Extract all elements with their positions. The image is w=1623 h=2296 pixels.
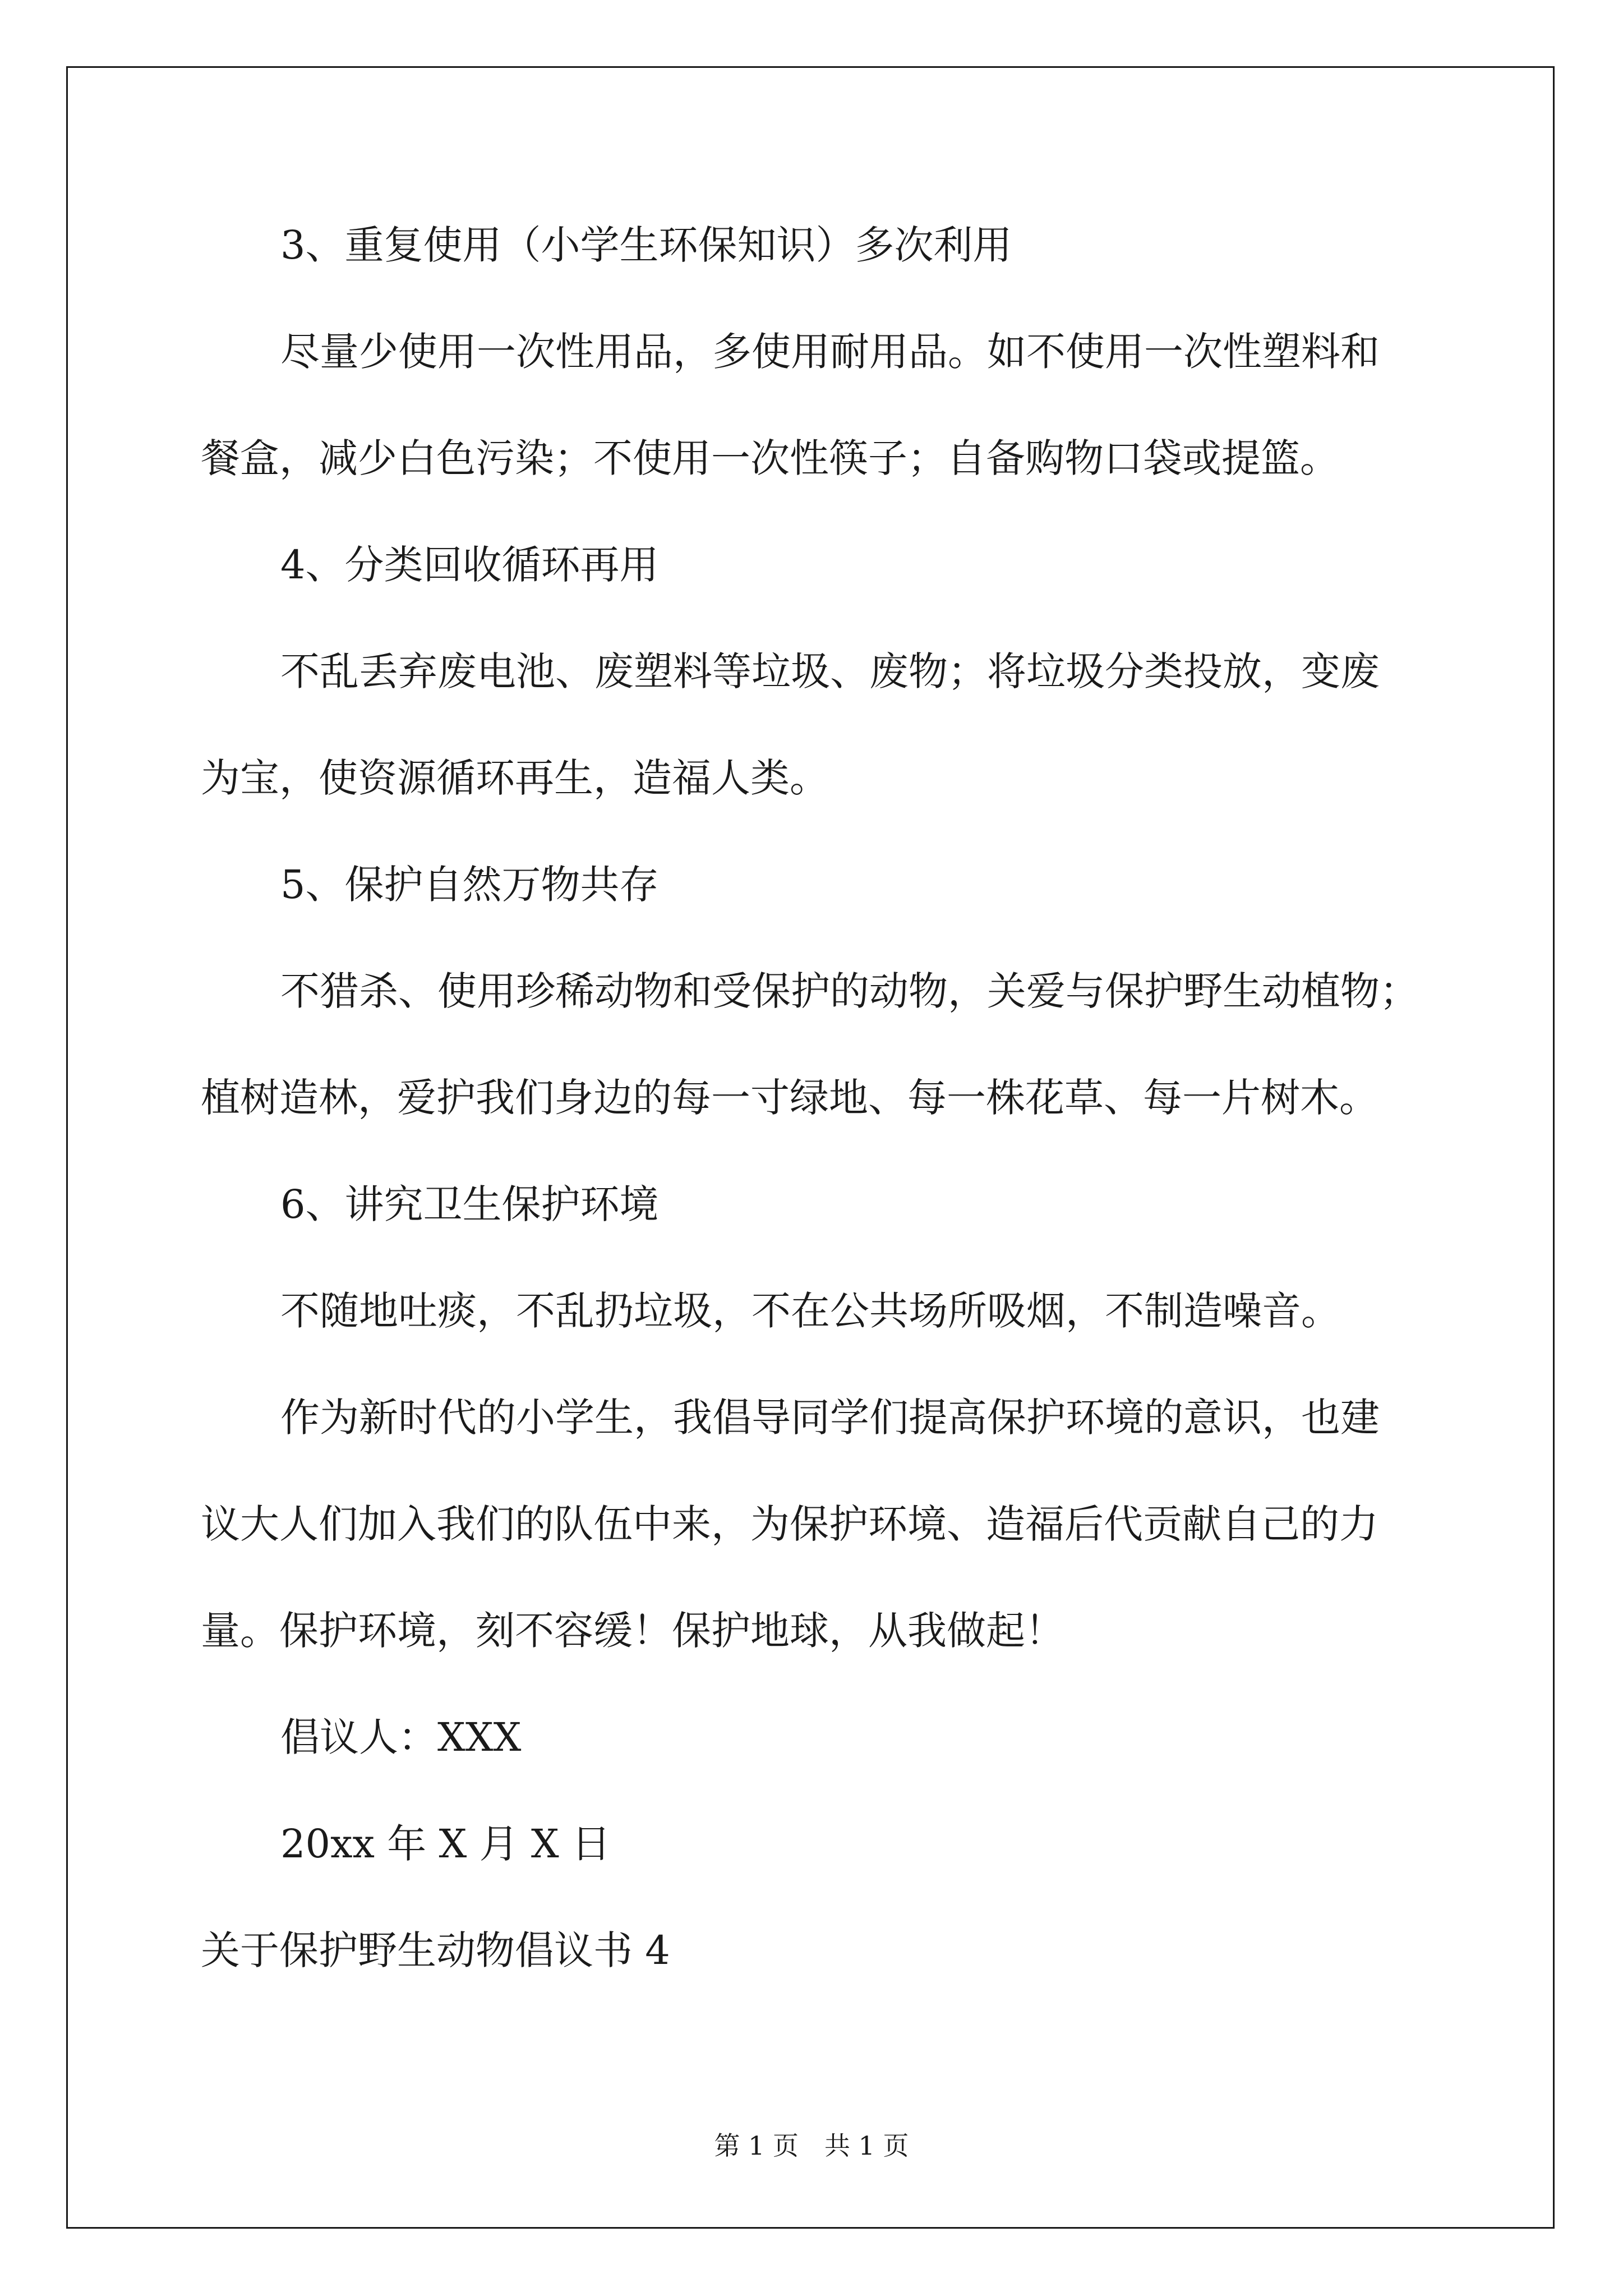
paragraph-nature — [201, 960, 1463, 1174]
paragraph-call-to-action — [201, 1387, 1463, 1706]
text-line: 4、分类回收循环再用 — [280, 542, 659, 588]
text-line: 为宝，使资源循环再生，造福人类。 — [201, 755, 829, 801]
text-line: 不乱丢弃废电池、废塑料等垃圾、废物；将垃圾分类投放，变废 — [280, 648, 1380, 694]
document-body — [201, 214, 1463, 2026]
paragraph-signatory — [201, 1706, 1463, 1813]
text-line: 不随地吐痰，不乱扔垃圾，不在公共场所吸烟，不制造噪音。 — [280, 1288, 1340, 1334]
text-line: 20xx 年 X 月 X 日 — [280, 1821, 611, 1867]
text-line: 5、保护自然万物共存 — [280, 862, 659, 908]
text-line: 3、重复使用（小学生环保知识）多次利用 — [280, 222, 1012, 268]
text-line: 倡议人：XXX — [280, 1714, 522, 1760]
text-line: 作为新时代的小学生，我倡导同学们提高保护环境的意识，也建 — [280, 1395, 1380, 1441]
text-line: 关于保护野生动物倡议书 4 — [201, 1927, 670, 1973]
paragraph-item-6-heading — [201, 1174, 1463, 1280]
paragraph-recycle — [201, 641, 1463, 854]
text-line: 餐盒，减少白色污染；不使用一次性筷子；自备购物口袋或提篮。 — [201, 435, 1339, 481]
paragraph-hygiene — [201, 1280, 1463, 1387]
paragraph-item-4-heading — [201, 534, 1463, 641]
text-line: 植树造林，爱护我们身边的每一寸绿地、每一株花草、每一片树木。 — [201, 1075, 1378, 1121]
paragraph-date — [201, 1813, 1463, 1920]
text-line: 尽量少使用一次性用品，多使用耐用品。如不使用一次性塑料和 — [280, 329, 1380, 375]
text-line: 议大人们加入我们的队伍中来，为保护环境、造福后代贡献自己的力 — [201, 1501, 1378, 1547]
paragraph-item-3-heading — [201, 214, 1463, 321]
text-line: 量。保护环境，刻不容缓！保护地球，从我做起！ — [201, 1608, 1064, 1654]
paragraph-item-5-heading — [201, 854, 1463, 960]
paragraph-reuse — [201, 321, 1463, 534]
paragraph-next-title — [201, 1920, 1463, 2026]
page-footer: 第 1 页 共 1 页 — [714, 2131, 909, 2161]
text-line: 6、讲究卫生保护环境 — [280, 1181, 659, 1227]
text-line: 不猎杀、使用珍稀动物和受保护的动物，关爱与保护野生动植物； — [280, 968, 1419, 1014]
